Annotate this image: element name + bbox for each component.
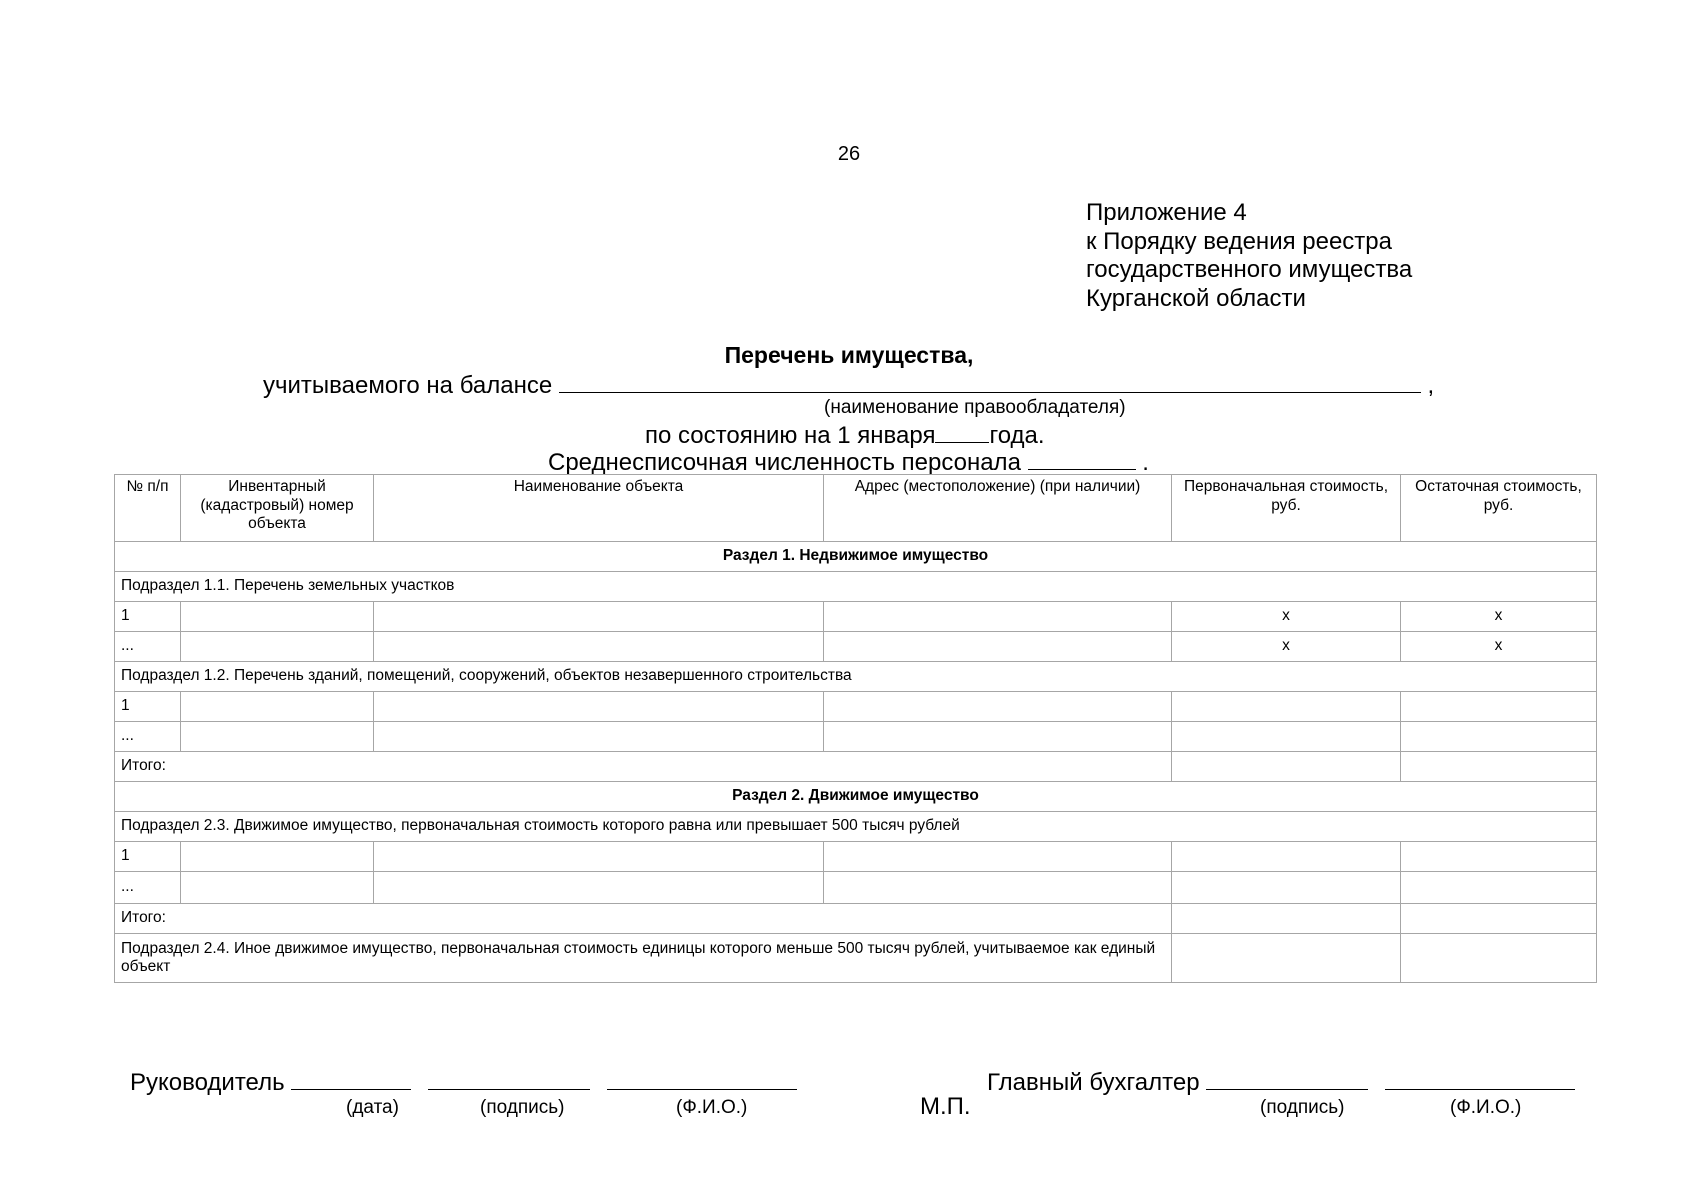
cell-object-name[interactable] xyxy=(374,602,824,632)
table-row xyxy=(115,872,1597,904)
header-cell-number: № п/п xyxy=(115,475,181,542)
total-initial-cost[interactable] xyxy=(1172,752,1401,782)
accountant-label: Главный бухгалтер xyxy=(987,1069,1200,1096)
table-row xyxy=(115,692,1597,722)
cell-object-name[interactable] xyxy=(374,632,824,662)
total-label: Итого: xyxy=(115,752,1172,782)
cell-inventory[interactable] xyxy=(181,722,374,752)
cell-residual-cost[interactable] xyxy=(1401,842,1597,872)
cell-address[interactable] xyxy=(824,872,1172,904)
accountant-name-blank[interactable] xyxy=(1385,1067,1575,1090)
staff-suffix: . xyxy=(1142,449,1149,476)
cell-inventory[interactable] xyxy=(181,842,374,872)
cell-initial-cost[interactable] xyxy=(1172,722,1401,752)
cell-residual-cost: х xyxy=(1401,602,1597,632)
date-line xyxy=(645,420,1045,450)
cell-object-name[interactable] xyxy=(374,692,824,722)
appendix-block xyxy=(1086,199,1412,313)
header-cell-initial-cost: Первоначальная стоимость, руб. xyxy=(1172,475,1401,542)
cell-initial-cost: х xyxy=(1172,632,1401,662)
property-register-table xyxy=(114,474,1597,983)
header-cell-inventory: Инвентарный (кадастровый) номер объекта xyxy=(181,475,374,542)
row-number: ... xyxy=(115,722,181,752)
staff-prefix: Среднесписочная численность персонала xyxy=(548,449,1021,476)
total-initial-cost[interactable] xyxy=(1172,904,1401,934)
total-label: Итого: xyxy=(115,904,1172,934)
balance-prefix: учитываемого на балансе xyxy=(263,372,553,399)
cell-inventory[interactable] xyxy=(181,602,374,632)
accountant-signature-blank[interactable] xyxy=(1206,1067,1368,1090)
cell-initial-cost[interactable] xyxy=(1172,872,1401,904)
name-caption: (Ф.И.О.) xyxy=(676,1097,748,1118)
accountant-name-caption: (Ф.И.О.) xyxy=(1450,1097,1522,1118)
stamp-label: М.П. xyxy=(920,1093,971,1120)
holder-caption: (наименование правообладателя) xyxy=(824,397,1126,418)
sub24-residual-cost[interactable] xyxy=(1401,934,1597,983)
cell-residual-cost[interactable] xyxy=(1401,692,1597,722)
appendix-line: Курганской области xyxy=(1086,284,1306,312)
accountant-signature-line xyxy=(987,1067,1575,1097)
cell-residual-cost[interactable] xyxy=(1401,722,1597,752)
cell-inventory[interactable] xyxy=(181,692,374,722)
total-residual-cost[interactable] xyxy=(1401,752,1597,782)
date-prefix: по состоянию на 1 января xyxy=(645,422,936,449)
year-blank[interactable] xyxy=(935,420,989,443)
cell-address[interactable] xyxy=(824,722,1172,752)
cell-residual-cost: х xyxy=(1401,632,1597,662)
cell-address[interactable] xyxy=(824,842,1172,872)
balance-suffix: , xyxy=(1427,372,1435,399)
table-header-row xyxy=(115,475,1597,542)
subsection-2-4-heading: Подраздел 2.4. Иное движимое имущество, первоначальная стоимость единицы которого меньше 500 тысяч рублей, учитываемое как единый объект xyxy=(115,934,1172,983)
subsection-1-2-heading: Подраздел 1.2. Перечень зданий, помещений, сооружений, объектов незавершенного строительства xyxy=(115,662,1597,692)
cell-object-name[interactable] xyxy=(374,842,824,872)
cell-address[interactable] xyxy=(824,632,1172,662)
row-number: ... xyxy=(115,872,181,904)
date-suffix: года. xyxy=(989,422,1045,449)
cell-inventory[interactable] xyxy=(181,632,374,662)
staff-count-blank[interactable] xyxy=(1028,447,1136,470)
holder-name-blank[interactable] xyxy=(559,370,1421,393)
appendix-line: к Порядку ведения реестра xyxy=(1086,227,1392,255)
table-row xyxy=(115,722,1597,752)
cell-initial-cost: х xyxy=(1172,602,1401,632)
accountant-signature-caption: (подпись) xyxy=(1260,1097,1345,1118)
header-cell-object-name: Наименование объекта xyxy=(374,475,824,542)
head-name-blank[interactable] xyxy=(607,1067,797,1090)
cell-address[interactable] xyxy=(824,692,1172,722)
total-residual-cost[interactable] xyxy=(1401,904,1597,934)
header-cell-address: Адрес (местоположение) (при наличии) xyxy=(824,475,1172,542)
signature-caption: (подпись) xyxy=(480,1097,565,1118)
appendix-line: Приложение 4 xyxy=(1086,199,1247,226)
date-caption: (дата) xyxy=(346,1097,399,1118)
cell-initial-cost[interactable] xyxy=(1172,692,1401,722)
appendix-line: государственного имущества xyxy=(1086,256,1413,283)
head-signature-line xyxy=(130,1067,797,1097)
cell-object-name[interactable] xyxy=(374,722,824,752)
sub24-initial-cost[interactable] xyxy=(1172,934,1401,983)
subsection-2-3-heading: Подраздел 2.3. Движимое имущество, первоначальная стоимость которого равна или превышает 500 тысяч рублей xyxy=(115,812,1597,842)
balance-line xyxy=(263,370,1434,400)
head-signature-blank[interactable] xyxy=(428,1067,590,1090)
cell-initial-cost[interactable] xyxy=(1172,842,1401,872)
cell-object-name[interactable] xyxy=(374,872,824,904)
table-row xyxy=(115,632,1597,662)
total-row xyxy=(115,904,1597,934)
section-1-heading: Раздел 1. Недвижимое имущество xyxy=(115,542,1597,572)
total-row xyxy=(115,752,1597,782)
head-label: Руководитель xyxy=(130,1069,285,1096)
subsection-1-1-heading: Подраздел 1.1. Перечень земельных участков xyxy=(115,572,1597,602)
header-cell-residual-cost: Остаточная стоимость, руб. xyxy=(1401,475,1597,542)
cell-inventory[interactable] xyxy=(181,872,374,904)
row-number: 1 xyxy=(115,842,181,872)
staff-line xyxy=(548,447,1149,477)
cell-residual-cost[interactable] xyxy=(1401,872,1597,904)
cell-address[interactable] xyxy=(824,602,1172,632)
row-number: ... xyxy=(115,632,181,662)
section-2-heading: Раздел 2. Движимое имущество xyxy=(115,782,1597,812)
table-row xyxy=(115,602,1597,632)
document-title: Перечень имущества, xyxy=(724,342,974,368)
row-number: 1 xyxy=(115,692,181,722)
head-date-blank[interactable] xyxy=(291,1067,411,1090)
row-number: 1 xyxy=(115,602,181,632)
table-row xyxy=(115,842,1597,872)
page-number: 26 xyxy=(837,143,861,165)
